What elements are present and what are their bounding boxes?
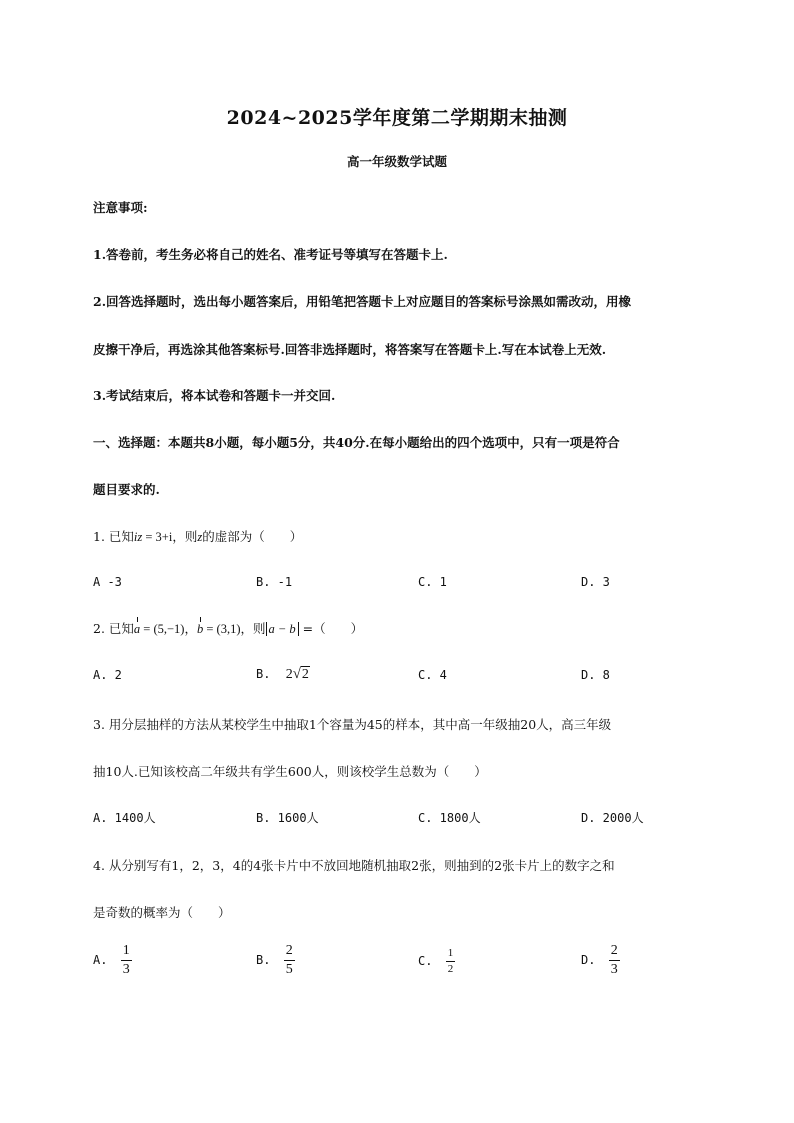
q2-option-b-radicand: 2: [301, 667, 309, 682]
q1-prefix: 1. 已知: [93, 529, 134, 544]
q3-option-b: B. 1600人: [256, 811, 319, 825]
q2-abs-expression: a − b: [266, 622, 299, 636]
q2-option-b: [256, 666, 310, 683]
q4-option-d: [581, 944, 620, 977]
q2-vector-a: a: [133, 622, 141, 636]
question-4-line-1: 4. 从分别写有1，2，3，4的4张卡片中不放回地随机抽取2张，则抽到的2张卡片上的数字之和: [93, 858, 615, 873]
q1-eq-rhs: = 3+i: [142, 530, 173, 544]
question-4-line-2: 是奇数的概率为（ ）: [93, 905, 231, 920]
note-item-1: 1.答卷前，考生务必将自己的姓名、准考证号等填写在答题卡上.: [93, 247, 448, 262]
q2-a-value: = (5,−1): [140, 622, 185, 636]
q1-var: z: [197, 530, 203, 544]
note-item-3: 3.考试结束后，将本试卷和答题卡一并交回.: [93, 388, 336, 403]
fraction-denominator: 3: [122, 962, 130, 977]
q4-option-d-letter: D.: [581, 953, 596, 967]
q1-option-b: B. -1: [256, 575, 293, 589]
q2-option-b-coef: 2: [285, 667, 293, 682]
q1-option-d: D. 3: [581, 575, 610, 589]
question-3-line-1: 3. 用分层抽样的方法从某校学生中抽取1个容量为45的样本，其中高一年级抽20人，高三年级: [93, 717, 612, 732]
q4-option-d-fraction: [609, 944, 620, 977]
q2-mid: ，则: [240, 621, 266, 636]
q4-option-b-fraction: [284, 944, 295, 977]
q3-option-c: C. 1800人: [418, 811, 481, 825]
fraction-denominator: 5: [285, 962, 293, 977]
fraction-numerator: 2: [609, 944, 620, 961]
q4-option-b-letter: B.: [256, 953, 271, 967]
question-2: [93, 619, 363, 637]
page-title: 2024~2025学年度第二学期期末抽测: [226, 107, 568, 129]
fraction-numerator: 2: [284, 944, 295, 961]
q4-option-c-letter: C.: [418, 954, 433, 968]
q4-option-b: [256, 944, 295, 977]
section-1-line-1: 一、选择题：本题共8小题，每小题5分，共40分.在每小题给出的四个选项中，只有一项是符合: [93, 435, 620, 450]
q4-option-a-fraction: [121, 944, 132, 977]
q4-option-a-letter: A.: [93, 953, 108, 967]
section-1-line-2: 题目要求的.: [93, 482, 160, 497]
q2-vector-b: b: [196, 622, 204, 636]
sqrt-icon: √: [292, 666, 301, 682]
q3-option-a: A. 1400人: [93, 811, 156, 825]
fraction-numerator: 1: [121, 944, 132, 961]
q1-option-a: A -3: [93, 575, 122, 589]
q1-eq-lhs: iz: [133, 530, 143, 544]
q2-sep: ，: [184, 621, 197, 636]
notes-heading: 注意事项:: [93, 200, 148, 215]
note-item-2-line-2: 皮擦干净后，再选涂其他答案标号.回答非选择题时，将答案写在答题卡上.写在本试卷上无效.: [93, 342, 607, 357]
q2-option-a: A. 2: [93, 668, 122, 682]
q4-option-c: [418, 948, 455, 975]
fraction-denominator: 2: [447, 963, 454, 975]
q4-option-a: [93, 944, 132, 977]
q2-option-d: D. 8: [581, 668, 610, 682]
q1-option-c: C. 1: [418, 575, 447, 589]
question-1: [93, 527, 302, 545]
q2-option-c: C. 4: [418, 668, 447, 682]
q2-suffix: =（ ）: [298, 621, 364, 636]
question-3-line-2: 抽10人.已知该校高二年级共有学生600人，则该校学生总数为（ ）: [93, 764, 487, 779]
q2-b-value: = (3,1): [203, 622, 241, 636]
fraction-denominator: 3: [610, 962, 618, 977]
fraction-numerator: 1: [446, 948, 456, 962]
q4-option-c-fraction: [446, 948, 456, 975]
q2-option-b-letter: B.: [256, 667, 271, 681]
q1-mid: ，则: [172, 529, 198, 544]
page-subtitle: 高一年级数学试题: [346, 154, 447, 169]
q2-prefix: 2. 已知: [93, 621, 134, 636]
q3-option-d: D. 2000人: [581, 811, 644, 825]
note-item-2-line-1: 2.回答选择题时，选出每小题答案后，用铅笔把答题卡上对应题目的答案标号涂黑如需改动，用橡: [93, 294, 632, 309]
q1-suffix: 的虚部为（ ）: [202, 529, 303, 544]
